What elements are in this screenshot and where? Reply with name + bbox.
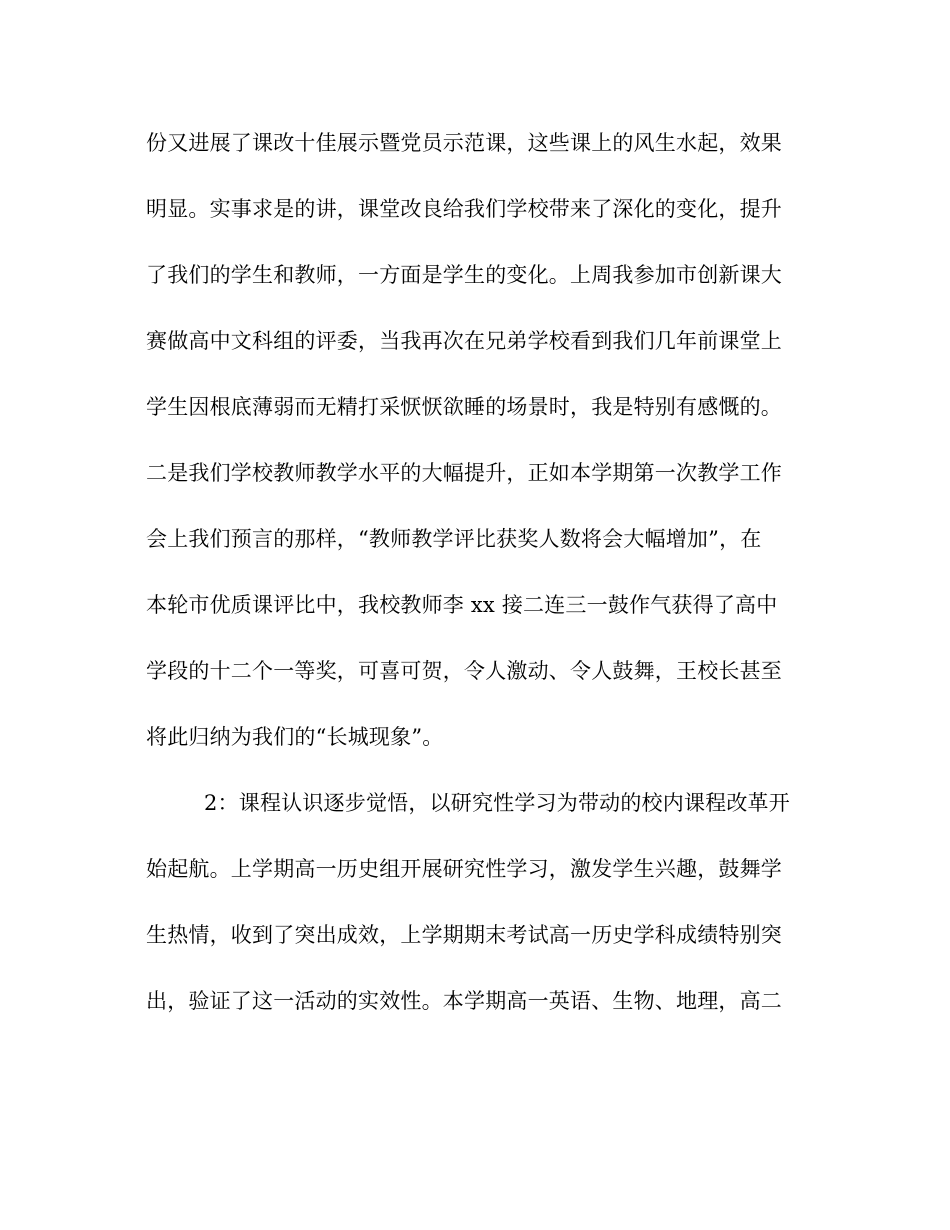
- text-line: 学生因根底薄弱而无精打采恹恹欲睡的场景时，我是特别有感慨的。: [146, 395, 782, 419]
- text-line: 将此归纳为我们的“长城现象”。: [146, 725, 444, 749]
- text-line: 出，验证了这一活动的实效性。本学期高一英语、生物、地理，高二: [146, 989, 782, 1013]
- document-body: [146, 121, 806, 1045]
- text-line: 生热情，收到了突出成效，上学期期末考试高一历史学科成绩特别突: [146, 923, 782, 947]
- text-line: 本轮市优质课评比中，我校教师李 xx 接二连三一鼓作气获得了高中: [146, 593, 778, 617]
- text-line: 明显。实事求是的讲，课堂改良给我们学校带来了深化的变化，提升: [146, 197, 782, 221]
- text-line: 了我们的学生和教师，一方面是学生的变化。上周我参加市创新课大: [146, 263, 782, 287]
- text-line: 份又进展了课改十佳展示暨党员示范课，这些课上的风生水起，效果: [146, 131, 782, 155]
- text-line: 赛做高中文科组的评委，当我再次在兄弟学校看到我们几年前课堂上: [146, 329, 782, 353]
- text-line: 会上我们预言的那样，“教师教学评比获奖人数将会大幅增加”，在: [146, 527, 762, 551]
- paragraph-start-line: 2：课程认识逐步觉悟，以研究性学习为带动的校内课程改革开: [204, 791, 790, 815]
- text-line: 始起航。上学期高一历史组开展研究性学习，激发学生兴趣，鼓舞学: [146, 857, 782, 881]
- text-line: 学段的十二个一等奖，可喜可贺，令人激动、令人鼓舞，王校长甚至: [146, 659, 782, 683]
- text-line: 二是我们学校教师教学水平的大幅提升，正如本学期第一次教学工作: [146, 461, 782, 485]
